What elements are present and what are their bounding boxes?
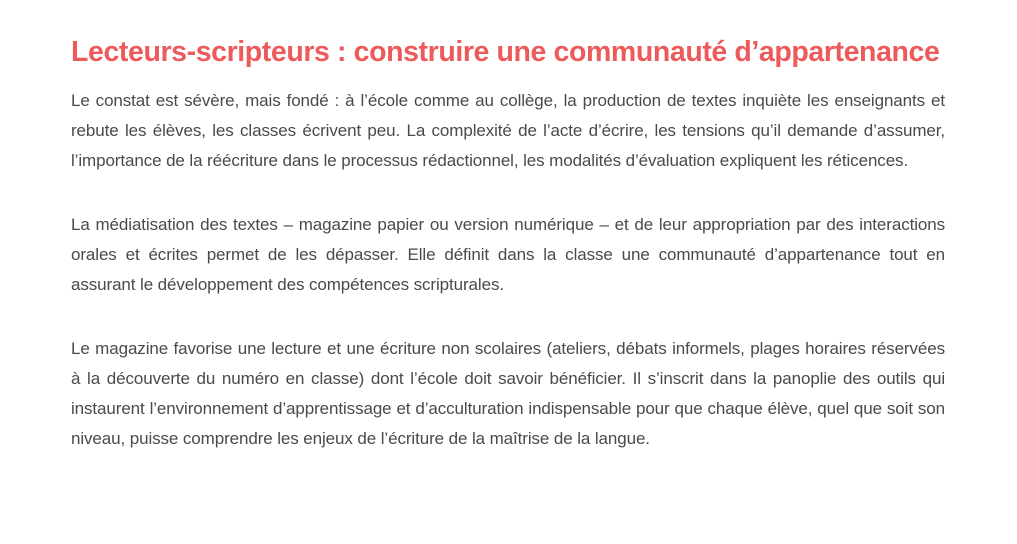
article-paragraph-3: Le magazine favorise une lecture et une écriture non scolaires (ateliers, débats informels, plages horaires réservées à la découverte du numéro en classe) dont l’école doit savoir bénéficier. Il s’inscrit dans la panoplie des outils qui instaurent l’environnement d’apprentissage et d’acculturation indispensable pour que chaque élève, quel que soit son niveau, puisse comprendre les enjeux de l’écriture de la maîtrise de la langue. (71, 339, 945, 448)
article-paragraph-1: Le constat est sévère, mais fondé : à l’école comme au collège, la production de textes inquiète les enseignants et rebute les élèves, les classes écrivent peu. La complexité de l’acte d’écrire, les tensions qu’il demande d’assumer, l’importance de la réécriture dans le processus rédactionnel, les modalités d’évaluation expliquent les réticences. (71, 91, 945, 170)
article-paragraph-2: La médiatisation des textes – magazine papier ou version numérique – et de leur appropriation par des interactions orales et écrites permet de les dépasser. Elle définit dans la classe une communauté d’appartenance tout en assurant le développement des compétences scripturales. (71, 215, 945, 294)
article (71, 30, 945, 454)
article-title: Lecteurs-scripteurs : construire une communauté d’appartenance (71, 36, 940, 68)
